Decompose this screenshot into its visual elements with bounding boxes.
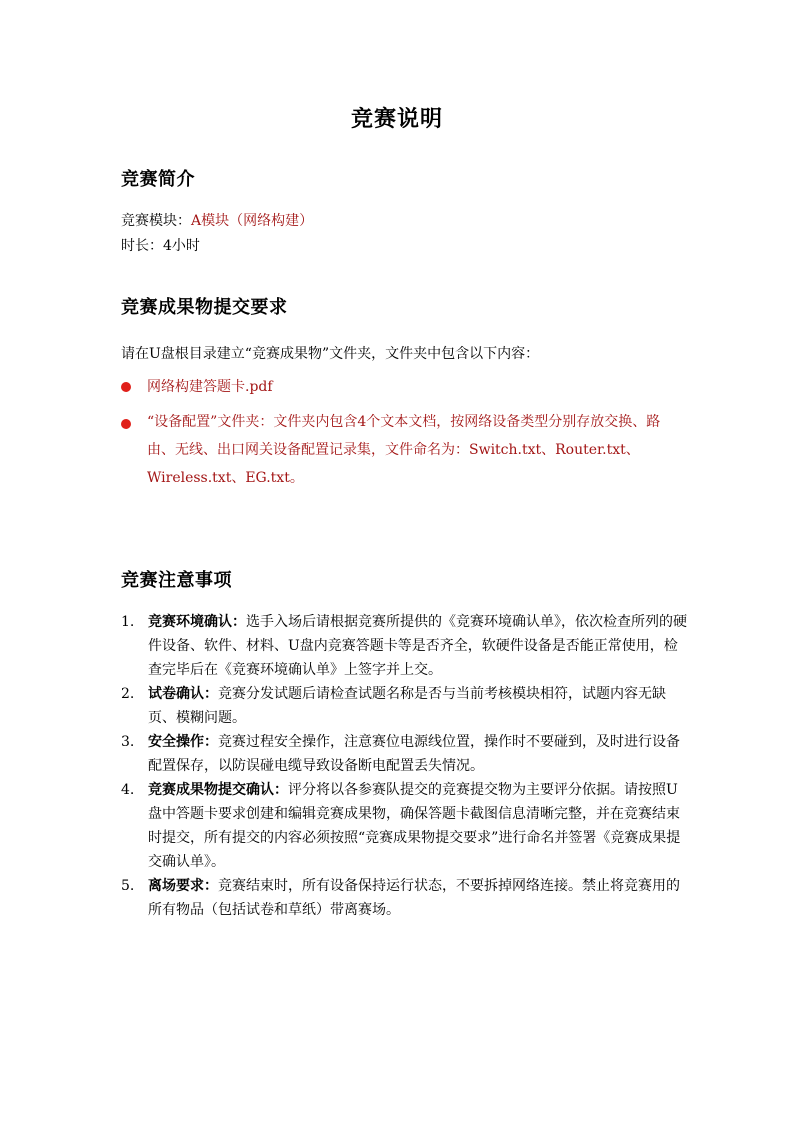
- list-item-number: 3.: [121, 734, 135, 750]
- list-item-label: 试卷确认：: [148, 686, 218, 702]
- list-item-number: 4.: [121, 782, 135, 798]
- submit-bullet-1: 网络构建答题卡.pdf: [147, 379, 273, 395]
- list-item-text: 竞赛过程安全操作，注意赛位电源线位置，操作时不要碰到，及时进行设备配置保存，以防误碰电缆导致设备断电配置丢失情况。: [148, 734, 680, 774]
- section-heading-intro: 竞赛简介: [121, 169, 195, 190]
- list-item-label: 离场要求：: [148, 878, 218, 894]
- module-value: A模块（网络构建）: [191, 213, 314, 229]
- bullet-dot-icon: [121, 382, 131, 392]
- submit-bullet-2: “设备配置”文件夹：文件夹内包含4个文本文档，按网络设备类型分别存放交换、路由、无线、出口网关设备配置记录集，文件命名为：Switch.txt、Router.txt、Wireless.txt、EG.txt。: [147, 414, 661, 486]
- document-title: 竞赛说明: [350, 106, 443, 132]
- list-item: [121, 874, 691, 922]
- bullet-dot-icon: [121, 419, 131, 429]
- list-item: [121, 778, 691, 874]
- list-item-text: 竞赛结束时，所有设备保持运行状态，不要拆掉网络连接。禁止将竞赛用的所有物品（包括试卷和草纸）带离赛场。: [148, 878, 680, 918]
- list-item-label: 竞赛成果物提交确认：: [148, 782, 288, 798]
- module-label: 竞赛模块：: [121, 213, 191, 229]
- notes-list: [121, 610, 691, 922]
- list-item-text: 竞赛分发试题后请检查试题名称是否与当前考核模块相符，试题内容无缺页、模糊问题。: [148, 686, 666, 726]
- list-item: [121, 682, 691, 730]
- list-item: [121, 730, 691, 778]
- list-item-text: 选手入场后请根据竞赛所提供的《竞赛环境确认单》，依次检查所列的硬件设备、软件、材料、U盘内竞赛答题卡等是否齐全，软硬件设备是否能正常使用，检查完毕后在《竞赛环境确认单》上签字并上交。: [148, 614, 687, 678]
- list-item-number: 5.: [121, 878, 135, 894]
- list-item: [121, 610, 691, 682]
- list-item-number: 2.: [121, 686, 135, 702]
- module-line: [121, 209, 313, 233]
- list-item-label: 竞赛环境确认：: [148, 614, 246, 630]
- list-item-label: 安全操作：: [148, 734, 218, 750]
- section-heading-notes: 竞赛注意事项: [121, 570, 232, 591]
- submit-intro: 请在U盘根目录建立“竞赛成果物”文件夹，文件夹中包含以下内容：: [121, 346, 540, 362]
- list-item-text: 评分将以各参赛队提交的竞赛提交物为主要评分依据。请按照U盘中答题卡要求创建和编辑竞赛成果物，确保答题卡截图信息清晰完整，并在竞赛结束时提交，所有提交的内容必须按照“竞赛成果物提交要求”进行命名并签署《竞赛成果提交确认单》。: [148, 782, 681, 870]
- section-heading-submit: 竞赛成果物提交要求: [121, 297, 288, 318]
- duration-line: 时长：4小时: [121, 238, 200, 254]
- list-item-number: 1.: [121, 614, 135, 630]
